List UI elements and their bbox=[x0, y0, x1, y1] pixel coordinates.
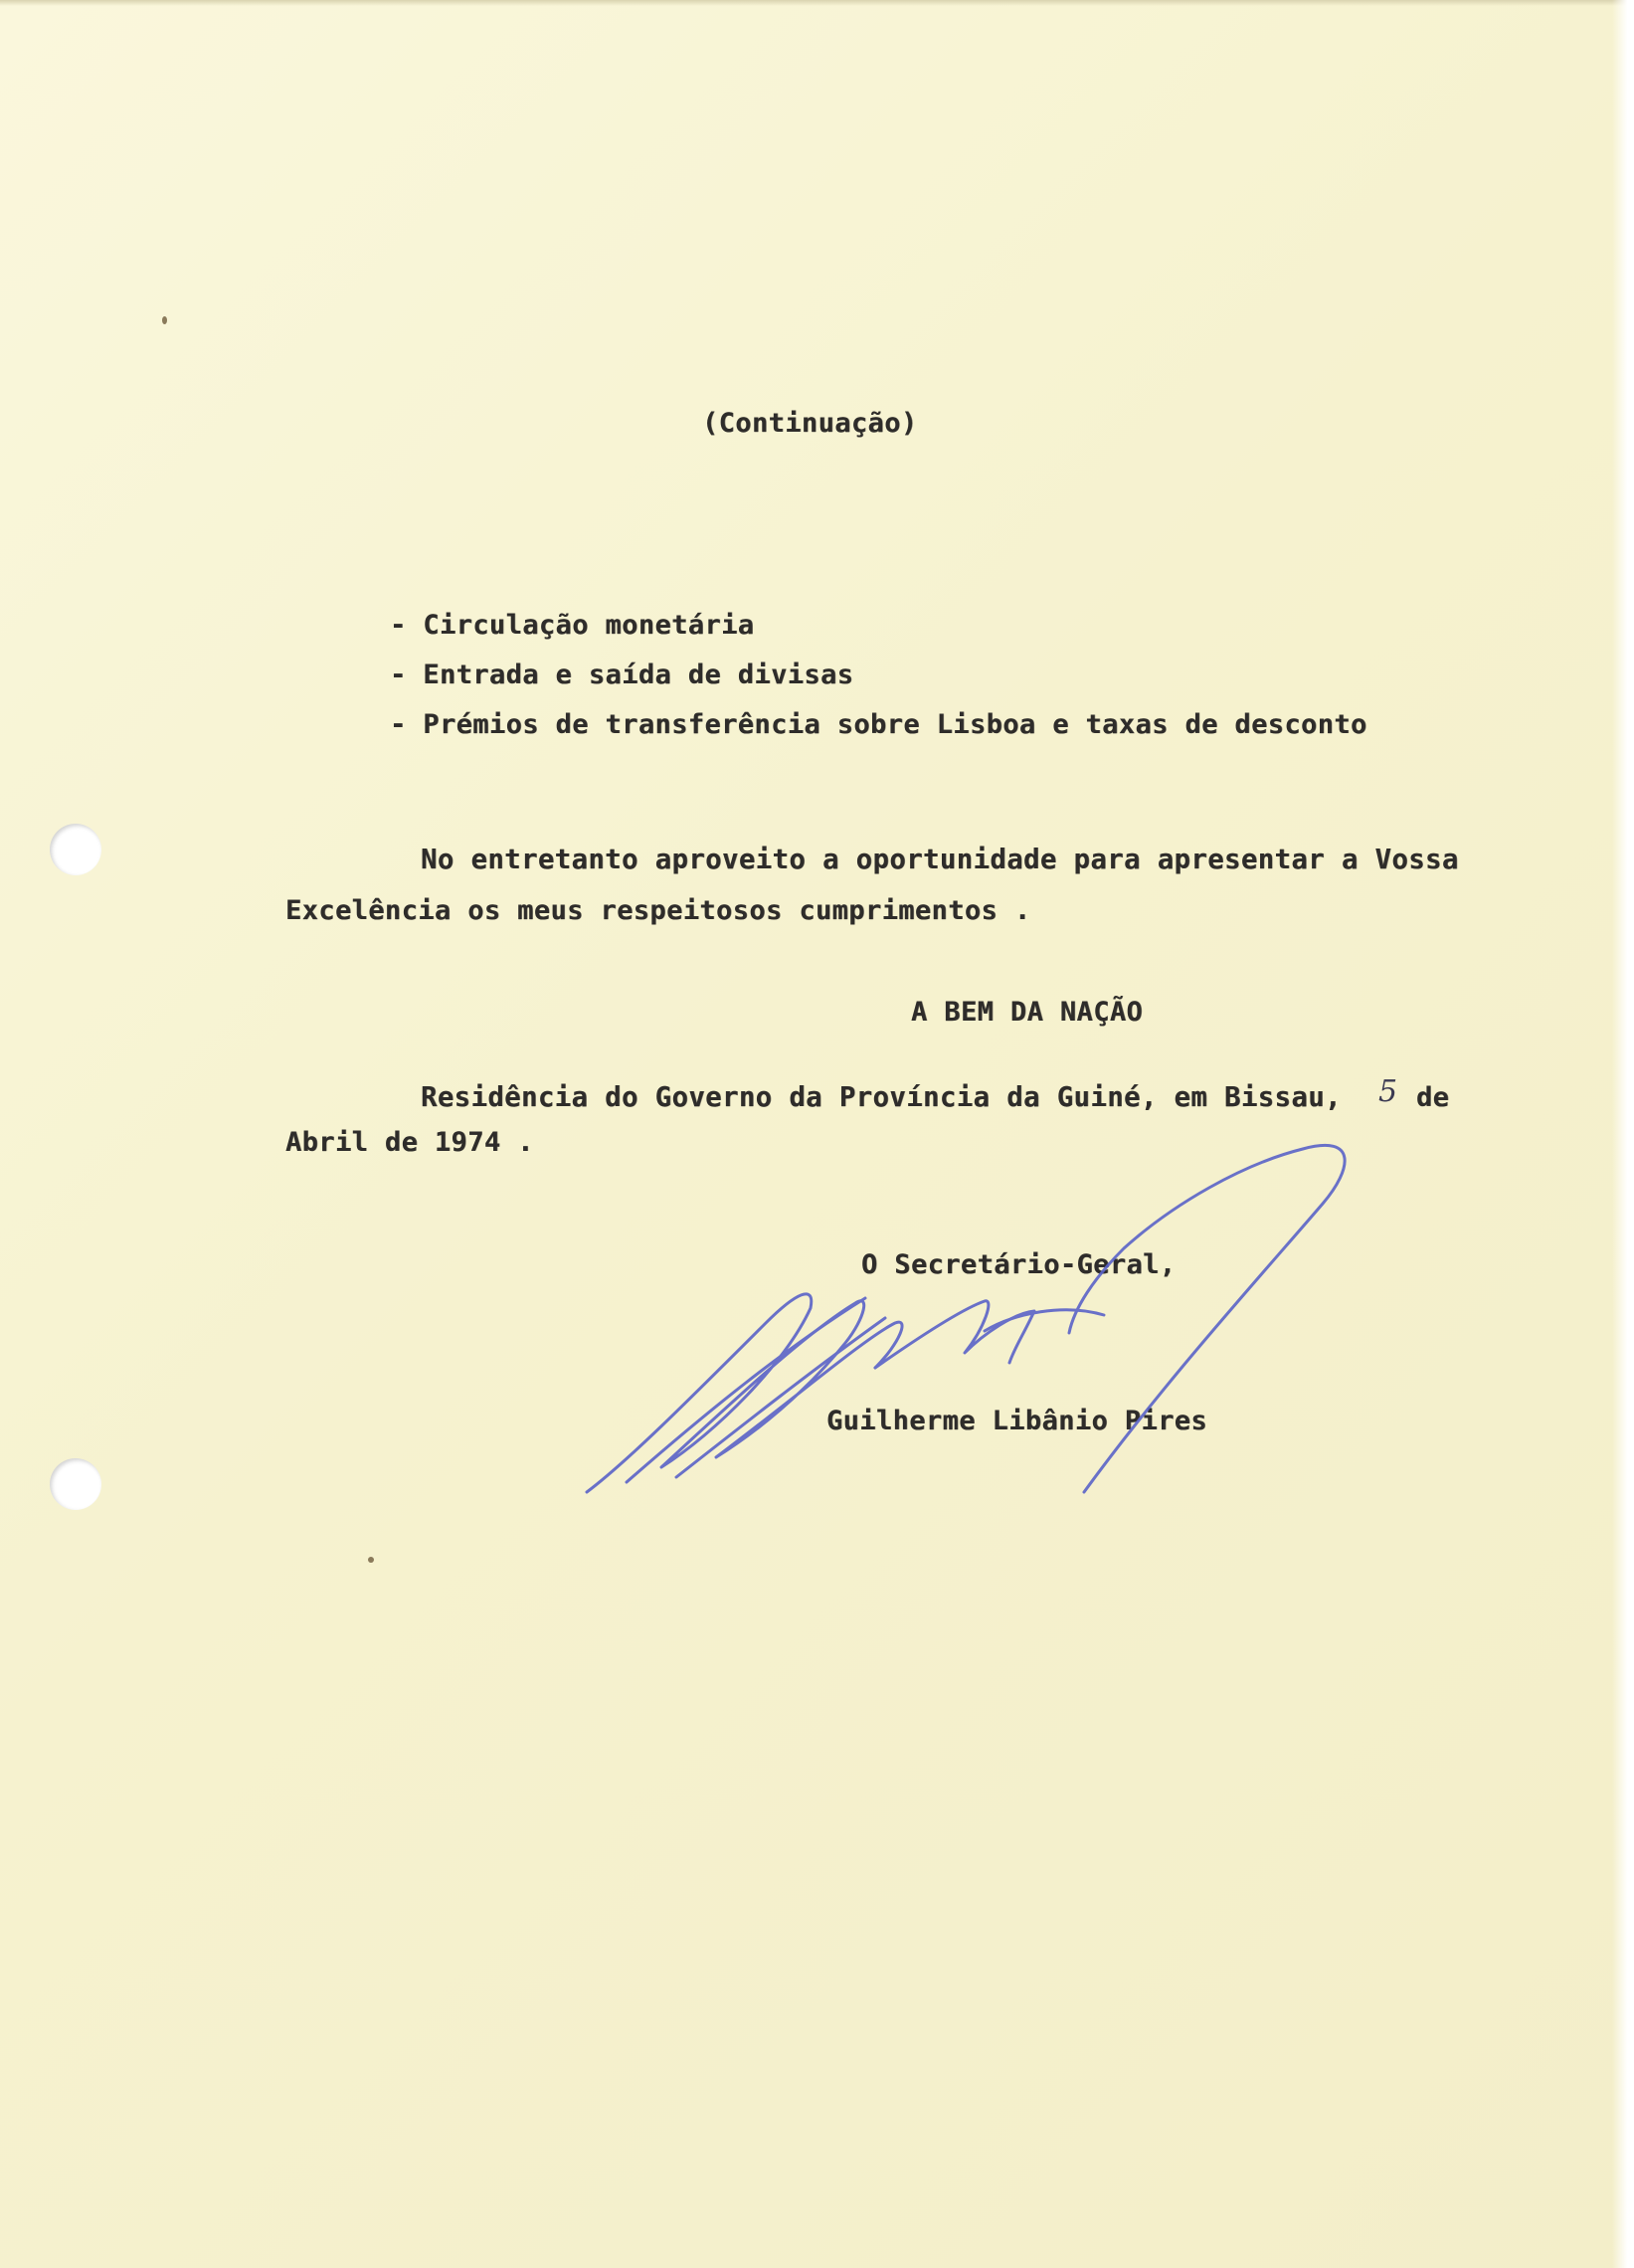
closing-paragraph-line-2: Excelência os meus respeitosos cumprimentos . bbox=[285, 895, 1031, 926]
paper-speck bbox=[162, 316, 167, 324]
paper-right-edge bbox=[1612, 0, 1634, 2268]
motto: A BEM DA NAÇÃO bbox=[911, 997, 1144, 1028]
list-item: - Entrada e saída de divisas bbox=[390, 660, 854, 690]
paper-speck bbox=[368, 1557, 374, 1563]
list-item: - Prémios de transferência sobre Lisboa e taxas de desconto bbox=[390, 709, 1367, 740]
punch-hole-bottom bbox=[50, 1458, 101, 1510]
list-item: - Circulação monetária bbox=[390, 610, 755, 641]
signatory-title: O Secretário-Geral, bbox=[861, 1249, 1177, 1280]
closing-paragraph-line-1: No entretanto aproveito a oportunidade para apresentar a Vossa bbox=[421, 845, 1459, 875]
paper-top-edge bbox=[0, 0, 1634, 6]
handwritten-day: 5 bbox=[1378, 1074, 1398, 1109]
place-date-line-1-end: de bbox=[1416, 1082, 1450, 1113]
signatory-name: Guilherme Libânio Pires bbox=[826, 1406, 1208, 1436]
punch-hole-top bbox=[50, 824, 101, 875]
place-date-line-1: Residência do Governo da Província da Guiné, em Bissau, bbox=[421, 1082, 1342, 1113]
signature bbox=[567, 1134, 1382, 1512]
heading: (Continuação) bbox=[702, 408, 918, 439]
place-date-line-2: Abril de 1974 . bbox=[285, 1127, 534, 1158]
